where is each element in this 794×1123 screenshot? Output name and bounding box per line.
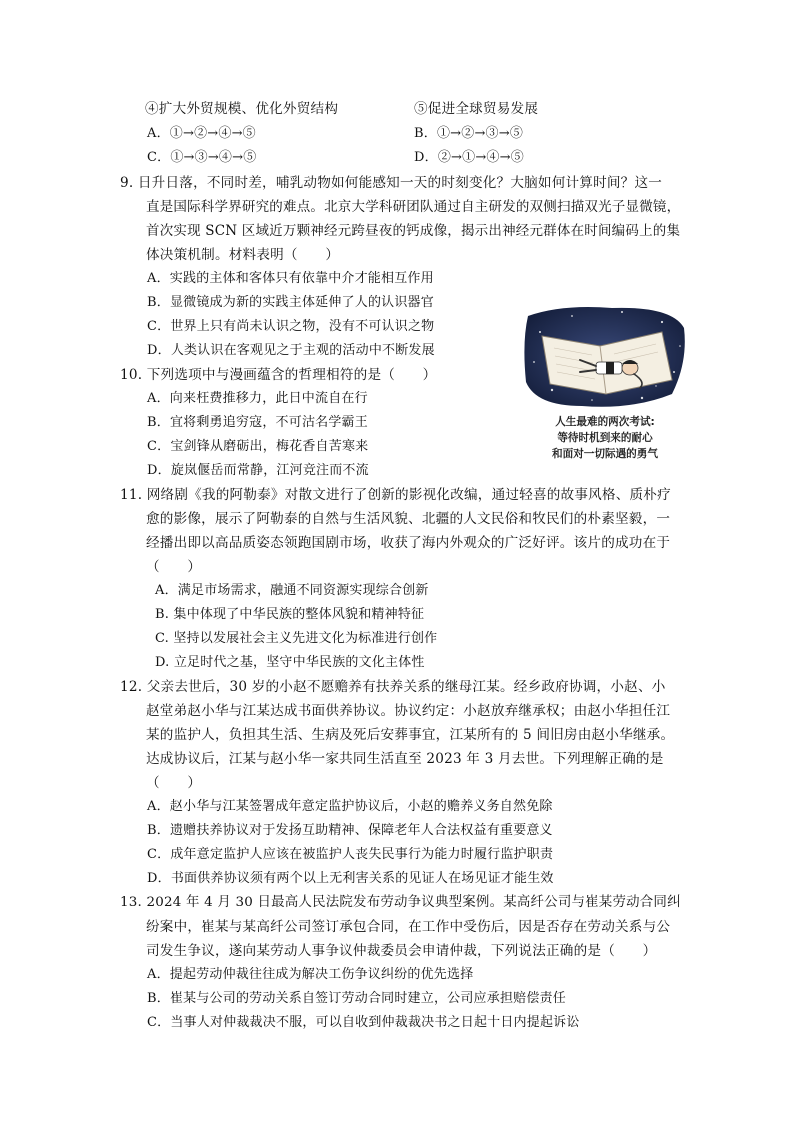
q9-stem-line-1: 9. 日升日落，不同时差，哺乳动物如何能感知一天的时刻变化？大脑如何计算时间？这一: [120, 175, 663, 191]
q13-option-b: B．崔某与公司的劳动关系自签订劳动合同时建立，公司应承担赔偿责任: [147, 991, 566, 1006]
q9-stem-line-4: 体决策机制。材料表明（ ）: [146, 247, 340, 263]
q13-stem-line-1: 13. 2024 年 4 月 30 日最高人民法院发布劳动争议典型案例。某高纤公司与崔某劳动合同纠: [120, 895, 681, 910]
q12-option-c: C．成年意定监护人应该在被监护人丧失民事行为能力时履行监护职责: [147, 847, 554, 862]
q11-stem-line-1: 11. 网络剧《我的阿勒泰》对散文进行了创新的影视化改编，通过轻喜的故事风格、质朴疗: [120, 487, 671, 503]
q12-option-b: B．遗赠扶养协议对于发扬互助精神、保障老年人合法权益有重要意义: [147, 823, 553, 838]
q13-option-c: C．当事人对仲裁裁决不服，可以自收到仲裁裁决书之日起十日内提起诉讼: [147, 1015, 580, 1030]
q10-option-c: C．宝剑锋从磨砺出，梅花香自苦寒来: [147, 439, 369, 454]
q12-stem-line-1: 12. 父亲去世后，30 岁的小赵不愿赡养有扶养关系的继母江某。经乡政府协调，小赵、小: [120, 679, 666, 695]
q12-stem-line-3: 某的监护人，负担其生活、生病及死后安葬事宜，江某所有的 5 间旧房由赵小华继承。: [146, 727, 675, 743]
comic-drawing: [522, 302, 688, 412]
q9-option-d: D．人类认识在客观见之于主观的活动中不断发展: [147, 343, 435, 358]
q12-option-a: A．赵小华与江某签署成年意定监护协议后，小赵的赡养义务自然免除: [147, 799, 553, 814]
q9-option-c: C．世界上只有尚未认识之物，没有不可认识之物: [147, 319, 435, 334]
comic-illustration: [522, 302, 688, 466]
q11-stem-line-4: （ ）: [146, 559, 202, 575]
q8-option-a: A．①→②→④→⑤: [147, 126, 256, 141]
q10-stem: 10. 下列选项中与漫画蕴含的哲理相符的是（ ）: [120, 367, 437, 383]
q10-option-a: A．向来枉费推移力，此日中流自在行: [147, 391, 368, 406]
q10-option-d: D．旋岚偃岳而常静，江河竞注而不流: [147, 463, 369, 478]
q9-stem-line-3: 首次实现 SCN 区域近万颗神经元跨昼夜的钙成像，揭示出神经元群体在时间编码上的集: [146, 223, 681, 239]
q12-option-d: D．书面供养协议须有两个以上无利害关系的见证人在场见证才能生效: [147, 871, 554, 886]
comic-caption-line-1: 人生最难的两次考试:: [555, 416, 655, 428]
q12-stem-line-2: 赵堂弟赵小华与江某达成书面供养协议。协议约定：小赵放弃继承权；由赵小华担任江: [146, 703, 671, 719]
q13-stem-line-3: 司发生争议，遂向某劳动人事争议仲裁委员会申请仲裁，下列说法正确的是（ ）: [146, 943, 657, 959]
comic-caption-line-3: 和面对一切际遇的勇气: [552, 448, 658, 460]
q11-stem-line-2: 愈的影像，展示了阿勒泰的自然与生活风貌、北疆的人文民俗和牧民们的朴素坚毅，一: [146, 511, 671, 527]
q11-option-b: B. 集中体现了中华民族的整体风貌和精神特征: [155, 607, 425, 622]
q9-stem-line-2: 直是国际科学界研究的难点。北京大学科研团队通过自主研发的双侧扫描双光子显微镜，: [146, 199, 681, 215]
q11-option-a: A．满足市场需求，融通不同资源实现综合创新: [155, 583, 429, 598]
q8-item-5: ⑤促进全球贸易发展: [414, 101, 539, 117]
q8-item-4: ④扩大外贸规模、优化外贸结构: [145, 101, 339, 117]
q8-option-c: C．①→③→④→⑤: [147, 150, 257, 165]
q11-option-c: C. 坚持以发展社会主义先进文化为标准进行创作: [155, 631, 438, 646]
q13-option-a: A．提起劳动仲裁往往成为解决工伤争议纠纷的优先选择: [147, 967, 474, 982]
q8-option-d: D．②→①→④→⑤: [414, 150, 524, 165]
q10-option-b: B．宜将剩勇追穷寇，不可沽名学霸王: [147, 415, 368, 430]
q12-stem-line-5: （ ）: [146, 775, 202, 791]
q11-option-d: D. 立足时代之基，坚守中华民族的文化主体性: [155, 655, 425, 670]
q11-stem-line-3: 经播出即以高品质姿态领跑国剧市场，收获了海内外观众的广泛好评。该片的成功在于: [146, 535, 671, 551]
q9-option-b: B．显微镜成为新的实践主体延伸了人的认识器官: [147, 295, 434, 310]
q9-option-a: A．实践的主体和客体只有依靠中介才能相互作用: [147, 271, 434, 286]
q12-stem-line-4: 达成协议后，江某与赵小华一家共同生活直至 2023 年 3 月去世。下列理解正确的是: [146, 751, 664, 767]
q13-stem-line-2: 纷案中，崔某与某高纤公司签订承包合同，在工作中受伤后，因是否存在劳动关系与公: [146, 919, 671, 935]
q8-option-b: B．①→②→③→⑤: [414, 126, 524, 141]
comic-caption-line-2: 等待时机到来的耐心: [557, 432, 653, 444]
